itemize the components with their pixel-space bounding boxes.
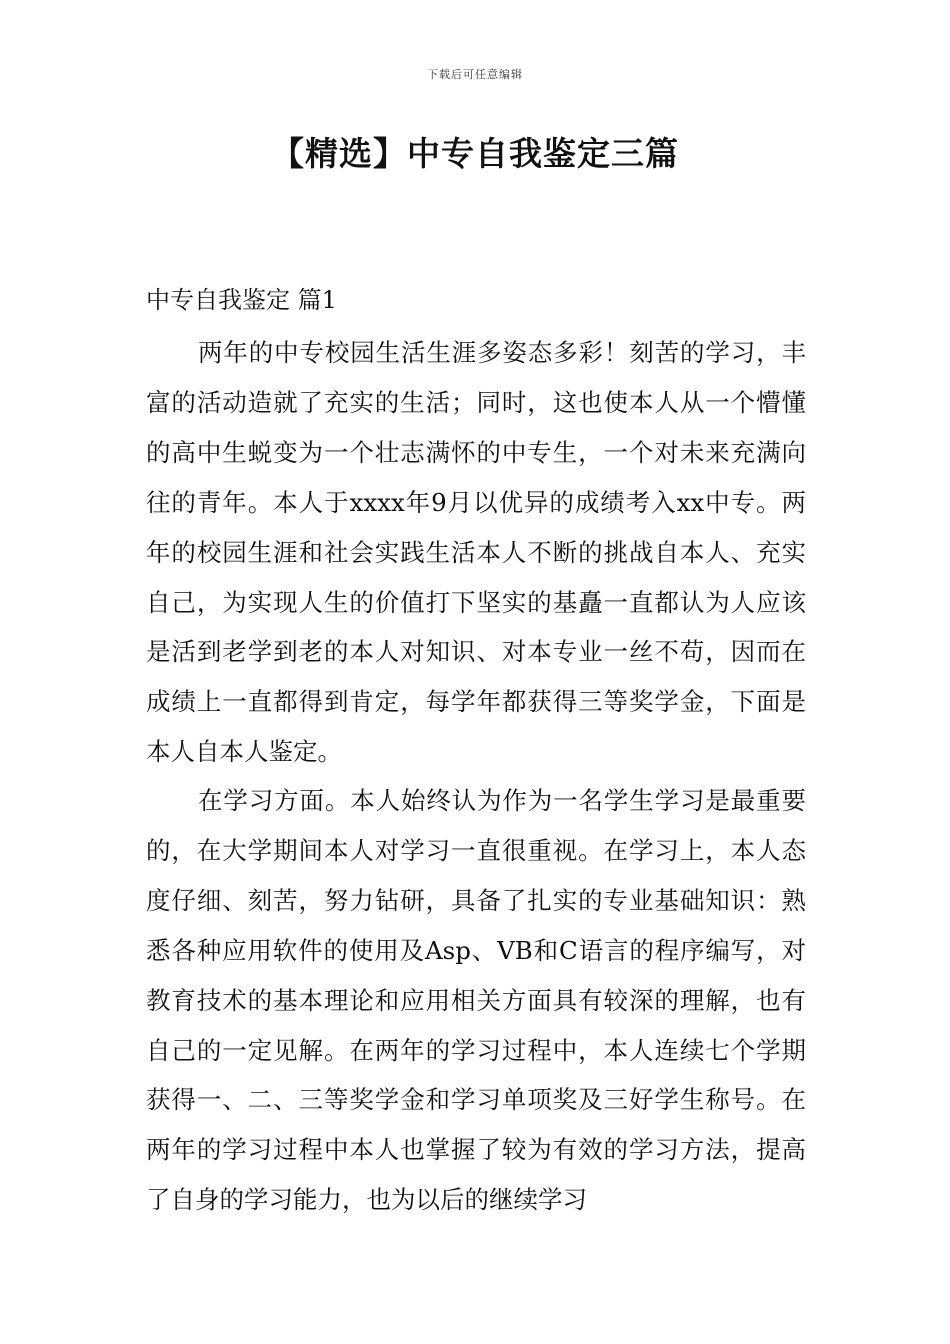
body-paragraph: 在学习方面。本人始终认为作为一名学生学习是最重要的，在大学期间本人对学习一直很重视。在学习上，本人态度仔细、刻苦，努力钻研，具备了扎实的专业基础知识：熟悉各种应用软件的使用及Asp、VB和C语言的程序编写，对教育技术的基本理论和应用相关方面具有较深的理解，也有自己的一定见解。在两年的学习过程中，本人连续七个学期获得一、二、三等奖学金和学习单项奖及三好学生称号。在两年的学习过程中本人也掌握了较为有效的学习方法，提高了自身的学习能力，也为以后的继续学习 bbox=[146, 786, 806, 1215]
document-title: 【精选】中专自我鉴定三篇 bbox=[271, 134, 679, 173]
section-heading: 中专自我鉴定 篇1 bbox=[146, 286, 337, 314]
body-paragraph: 两年的中专校园生活生涯多姿态多彩！刻苦的学习，丰富的活动造就了充实的生活；同时，这也使本人从一个懵懂的高中生蜕变为一个壮志满怀的中专生，一个对未来充满向往的青年。本人于xxxx年9月以优异的成绩考入xx中专。两年的校园生涯和社会实践生活本人不断的挑战自本人、充实自己，为实现人生的价值打下坚实的基矗一直都认为人应该是活到老学到老的本人对知识、对本专业一丝不苟，因而在成绩上一直都得到肯定，每学年都获得三等奖学金，下面是本人自本人鉴定。 bbox=[146, 338, 806, 767]
header-note: 下载后可任意编辑 bbox=[427, 68, 523, 81]
